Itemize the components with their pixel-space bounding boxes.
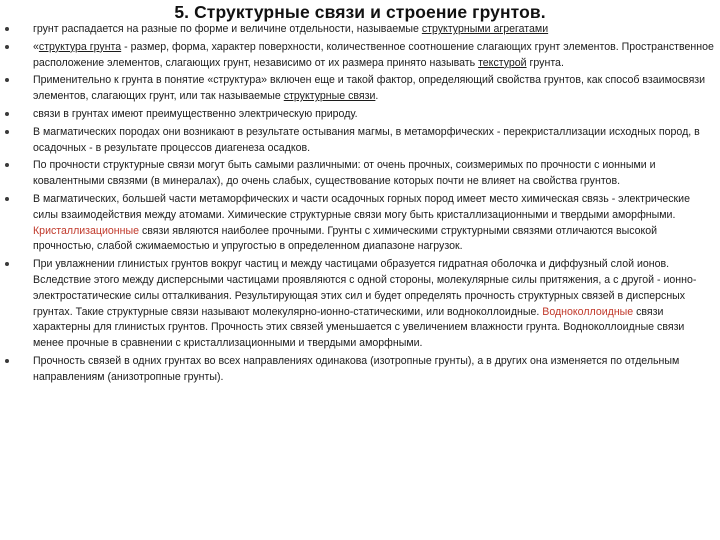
- bullet-text: Применительно к грунта в понятие «структура» включен еще и такой фактор, определяющий свойства грунтов, как способ взаимосвязи элементов, слагающих грунт, или так называемые: [33, 74, 706, 103]
- bullet-item: [0, 257, 716, 352]
- bullet-text: связи являются наиболее прочными. Грунты с химическими структурными связями отличаются высокой прочностью, слабой сжимаемостью и упругостью в определенном диапазоне нагрузок.: [33, 224, 658, 253]
- bullet-dot-icon: [5, 45, 9, 49]
- underlined-term: структурные связи: [283, 90, 376, 103]
- bullet-text: связи характерны для глинистых грунтов. Прочность этих связей уменьшается с увеличением влажности грунта. Водноколлоидные связи менее прочные в сравнении с кристаллизационными и твердыми аморфными.: [33, 305, 685, 350]
- bullet-item: [0, 354, 716, 386]
- highlighted-term: Кристаллизационные: [33, 224, 140, 237]
- bullet-text: Прочность связей в одних грунтах во всех направлениях одинакова (изотропные грунты), а в других она изменяется по отдельным направлениям (анизотропные грунты).: [33, 354, 680, 383]
- underlined-term: структура грунта: [38, 40, 122, 53]
- bullet-item: [0, 22, 716, 38]
- bullet-list: [0, 22, 716, 386]
- bullet-text: При увлажнении глинистых грунтов вокруг частиц и между частицами образуется гидратная оболочка и диффузный слой ионов. Вследствие этого между дисперсными частицами проявляются с одной стороны, молекулярные силы притяжения, а с другой - ионно- электростатические силы отталкивания. Результирующая этих сил и будет определять прочность структурных связей в дисперсных грунтах. Такие структурные связи называют молекулярно-ионно-статическими, или водноколлоидные.: [33, 258, 697, 318]
- bullet-dot-icon: [5, 78, 9, 82]
- bullet-item: [0, 73, 716, 105]
- bullet-text: По прочности структурные связи могут быть самыми различными: от очень прочных, соизмеримых по прочности с ионными и ковалентными связями (в минералах), до очень слабых, существование которых почти не влияет на свойства грунтов.: [33, 159, 656, 188]
- bullet-text: В магматических породах они возникают в результате остывания магмы, в метаморфических - перекристаллизации исходных пород, в осадочных - в результате процессов диагенеза осадков.: [33, 125, 700, 154]
- underlined-term: текстурой: [478, 56, 527, 69]
- bullet-text: грунта.: [526, 56, 564, 69]
- bullet-text: «: [33, 40, 39, 53]
- bullet-text: - размер, форма, характер поверхности, количественное соотношение слагающих грунт элементов. Пространственное расположение элементов, слагающих грунт, независимо от их размера принято называть: [33, 40, 714, 69]
- bullet-dot-icon: [5, 130, 9, 134]
- bullet-dot-icon: [5, 163, 9, 167]
- bullet-item: [0, 125, 716, 157]
- bullet-item: [0, 192, 716, 255]
- bullet-dot-icon: [5, 112, 9, 116]
- bullet-text: .: [375, 90, 379, 103]
- bullet-dot-icon: [5, 197, 9, 201]
- underlined-term: структурными агрегатами: [421, 23, 549, 35]
- bullet-dot-icon: [5, 262, 9, 266]
- bullet-dot-icon: [5, 359, 9, 363]
- bullet-dot-icon: [5, 27, 9, 31]
- bullet-text: В магматических, большей части метаморфических и части осадочных горных пород имеет место химическая связь - электрические силы взаимодействия между атомами. Химические структурные связи могу быть кристаллизационными и твердыми аморфными.: [33, 192, 690, 221]
- bullet-item: [0, 107, 716, 123]
- bullet-item: [0, 158, 716, 190]
- highlighted-term: Водноколлоидные: [542, 305, 634, 318]
- bullet-text: грунт распадается на разные по форме и величине отдельности, называемые: [33, 23, 422, 35]
- slide-title: 5. Структурные связи и строение грунтов.: [174, 2, 546, 22]
- bullet-item: [0, 40, 716, 72]
- bullet-text: связи в грунтах имеют преимущественно электрическую природу.: [33, 107, 358, 120]
